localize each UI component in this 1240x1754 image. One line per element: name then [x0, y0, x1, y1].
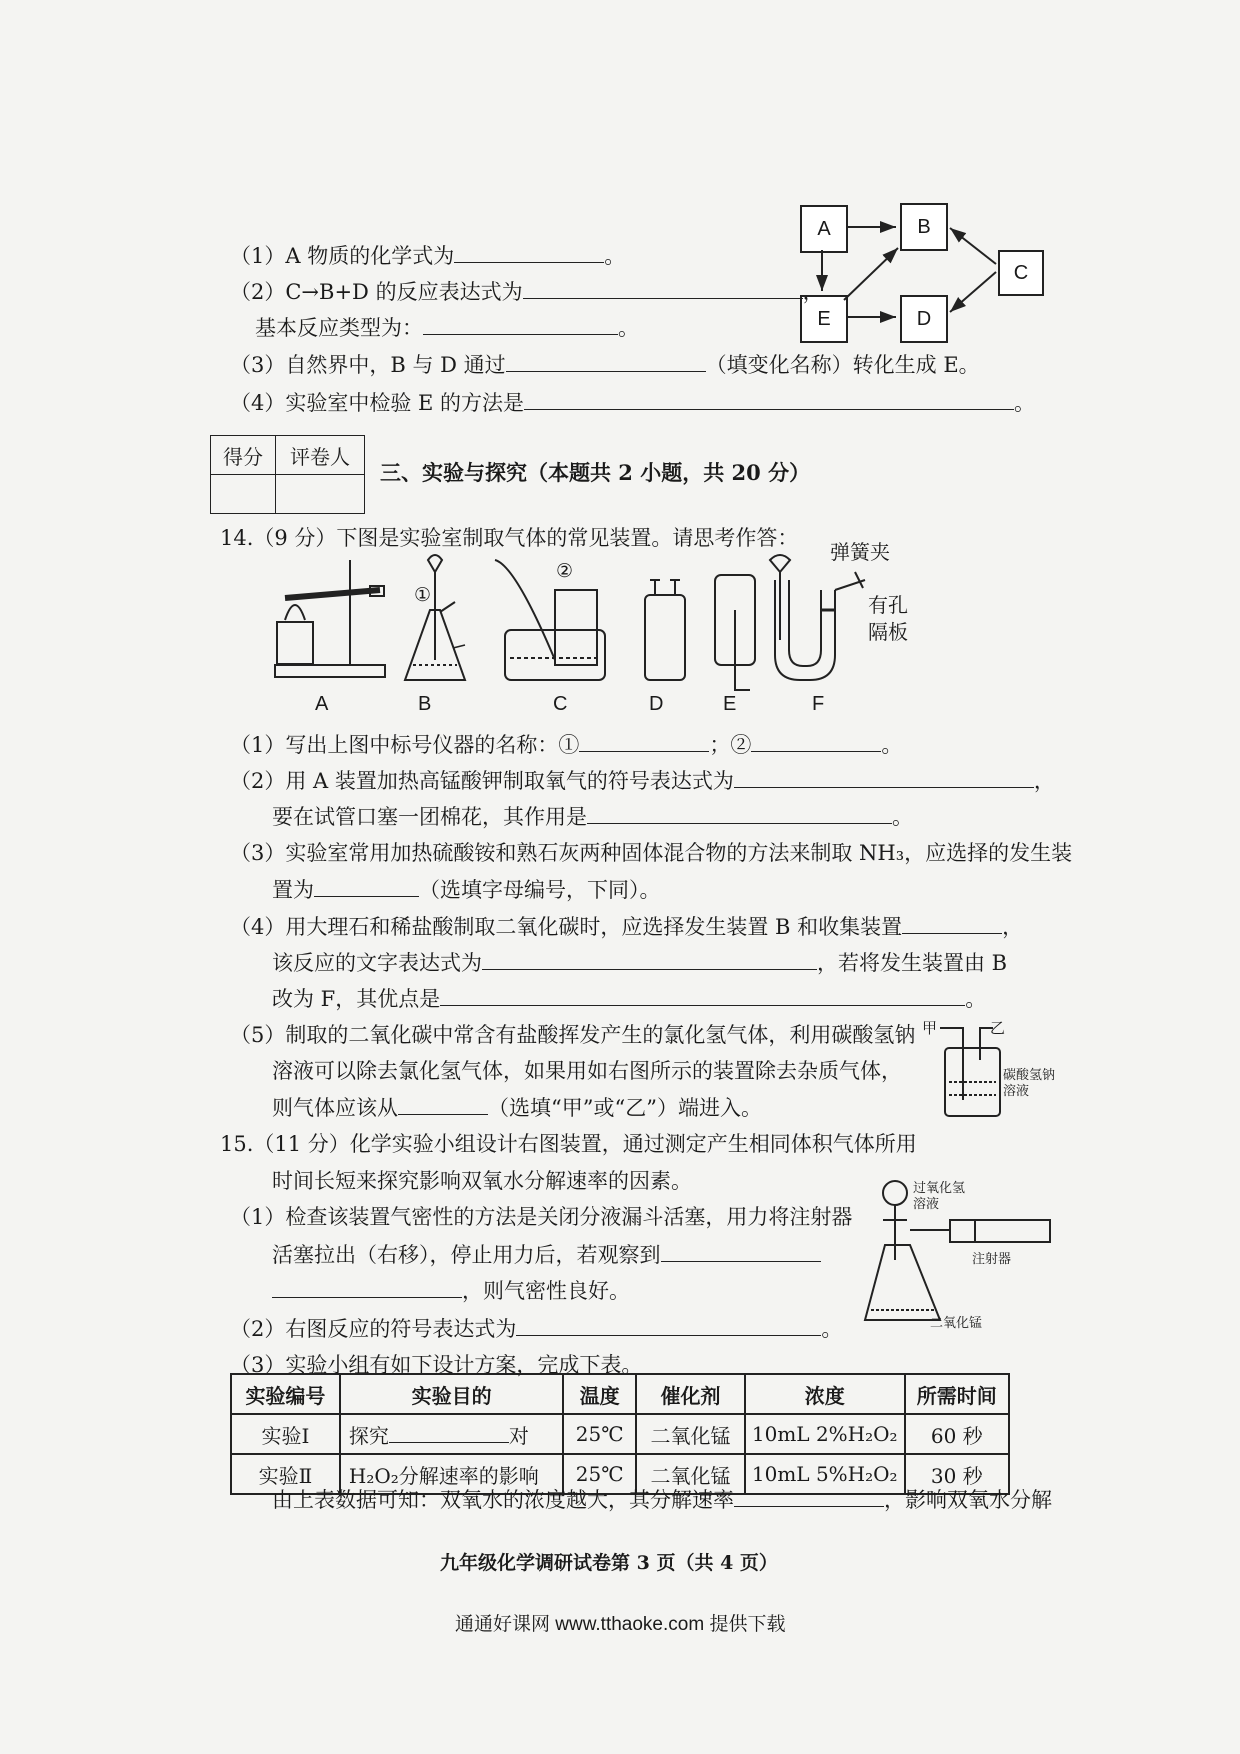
nahco3-label-2: 溶液: [1003, 1084, 1030, 1099]
q14-blank8[interactable]: [440, 983, 965, 1006]
spring-clip-label: 弹簧夹: [830, 540, 890, 564]
q14-blank3[interactable]: [734, 765, 1034, 788]
header-concentration: 浓度: [745, 1374, 905, 1414]
header-time: 所需时间: [905, 1374, 1010, 1414]
q14-part3: （3）实验室常用加热硫酸铵和熟石灰两种固体混合物的方法来制取 NH₃，应选择的发生装: [230, 841, 1073, 865]
apparatus-label-c: C: [553, 693, 568, 715]
q14-part2b: 要在试管口塞一团棉花，其作用是 。: [272, 801, 913, 832]
q14-part4c: 改为 F，其优点是 。: [272, 983, 986, 1014]
apparatus-label-f: F: [812, 693, 825, 715]
q14-part3b: 置为 （选填字母编号，下同）。: [272, 874, 661, 905]
section-3-title: 三、实验与探究（本题共 2 小题，共 20 分）: [380, 460, 811, 485]
table-row: 实验Ⅰ 探究 对 25℃ 二氧化锰 10mL 2%H₂O₂ 60 秒: [231, 1414, 1009, 1454]
q14-blank1[interactable]: [579, 729, 709, 752]
h2o2-label-1: 过氧化氢: [913, 1181, 966, 1196]
node-d: D: [900, 295, 948, 343]
q15-part2: （2）右图反应的符号表达式为 。: [230, 1313, 842, 1344]
watermark-text: 通通好课网 www.tthaoke.com 提供下载: [455, 1614, 786, 1635]
q14-part5: （5）制取的二氧化碳中常含有盐酸挥发产生的氯化氢气体，利用碳酸氢钠: [230, 1023, 916, 1047]
marker-2: ②: [556, 560, 574, 582]
q13-blank3[interactable]: [423, 312, 618, 335]
score-table: [210, 435, 365, 514]
q13-blank4[interactable]: [506, 349, 706, 372]
q13-part2b: 基本反应类型为： 。: [255, 312, 639, 343]
node-c: C: [998, 250, 1044, 296]
header-goal: 实验目的: [340, 1374, 563, 1414]
q14-part1: （1）写出上图中标号仪器的名称：① ；② 。: [230, 729, 902, 760]
plate-label-1: 有孔: [868, 593, 908, 617]
mno2-label: 二氧化锰: [930, 1316, 983, 1331]
inlet-jia: 甲: [922, 1019, 938, 1037]
nahco3-label-1: 碳酸氢钠: [1003, 1068, 1056, 1083]
q15-part1: （1）检查该装置气密性的方法是关闭分液漏斗活塞，用力将注射器: [230, 1205, 853, 1229]
q13-blank2[interactable]: [523, 276, 803, 299]
q15-blank2[interactable]: [272, 1275, 462, 1298]
relation-arrows: [780, 190, 1060, 360]
score-cell[interactable]: [211, 475, 276, 514]
node-b: B: [900, 203, 948, 251]
q13-blank5[interactable]: [524, 387, 1014, 410]
q14-part4: （4）用大理石和稀盐酸制取二氧化碳时，应选择发生装置 B 和收集装置 ，: [230, 911, 1023, 942]
experiment-table: [230, 1373, 1010, 1495]
header-temp: 温度: [563, 1374, 636, 1414]
q14-blank6[interactable]: [902, 911, 1002, 934]
header-id: 实验编号: [231, 1374, 340, 1414]
grader-cell[interactable]: [276, 475, 365, 514]
table-header-row: [231, 1374, 1009, 1414]
q13-blank1[interactable]: [454, 240, 604, 263]
node-a: A: [800, 205, 848, 253]
h2o2-label-2: 溶液: [913, 1197, 940, 1212]
q14-intro: 14.（9 分）下图是实验室制取气体的常见装置。请思考作答：: [220, 526, 799, 550]
q15-intro-b: 时间长短来探究影响双氧水分解速率的因素。: [272, 1169, 692, 1193]
table-row: 实验Ⅱ H₂O₂分解速率的影响 25℃ 二氧化锰 10mL 5%H₂O₂ 30 秒: [231, 1454, 1009, 1494]
apparatus-label-b: B: [418, 693, 432, 715]
q15-table-blank[interactable]: [389, 1424, 509, 1443]
goal-cell: 探究 对: [340, 1414, 563, 1454]
q15-part1b: 活塞拉出（右移），停止用力后，若观察到: [272, 1239, 821, 1270]
q13-part4: （4）实验室中检验 E 的方法是 。: [230, 387, 1035, 418]
q14-blank5[interactable]: [314, 874, 419, 897]
q15-blank1[interactable]: [661, 1239, 821, 1262]
apparatus-label-d: D: [649, 693, 664, 715]
q14-part4b: 该反应的文字表达式为 ，若将发生装置由 B: [272, 947, 1007, 978]
node-e: E: [800, 295, 848, 343]
q13-part3: （3）自然界中，B 与 D 通过 （填变化名称）转化生成 E。: [230, 349, 980, 380]
q14-part2: （2）用 A 装置加热高锰酸钾制取氧气的符号表达式为 ，: [230, 765, 1055, 796]
q14-part5c: 则气体应该从 （选填“甲”或“乙”）端进入。: [272, 1092, 762, 1123]
q15-blank3[interactable]: [516, 1313, 821, 1336]
score-header: 得分: [211, 436, 276, 475]
q15-part1c: ，则气密性良好。: [272, 1275, 630, 1306]
q13-part2: （2）C→B+D 的反应表达式为 ，: [230, 276, 824, 307]
q15-part3: （3）实验小组有如下设计方案，完成下表。: [230, 1353, 643, 1377]
q14-part5b: 溶液可以除去氯化氢气体，如果用如右图所示的装置除去杂质气体，: [272, 1059, 902, 1083]
grader-header: 评卷人: [276, 436, 365, 475]
outlet-yi: 乙: [990, 1019, 1006, 1037]
plate-label-2: 隔板: [868, 620, 908, 644]
q14-blank2[interactable]: [751, 729, 881, 752]
q14-blank4[interactable]: [587, 801, 892, 824]
page-footer: 九年级化学调研试卷第 3 页（共 4 页）: [440, 1552, 778, 1574]
q15-intro: 15.（11 分）化学实验小组设计右图装置，通过测定产生相同体积气体所用: [220, 1132, 917, 1156]
header-catalyst: 催化剂: [636, 1374, 745, 1414]
marker-1: ①: [414, 584, 432, 606]
apparatus-label-a: A: [315, 693, 329, 715]
q14-blank9[interactable]: [398, 1092, 488, 1115]
syringe-label: 注射器: [972, 1252, 1012, 1267]
q15-conclusion: 由上表数据可知：双氧水的浓度越大，其分解速率 ，影响双氧水分解: [272, 1484, 1052, 1515]
apparatus-drawing: [265, 550, 885, 700]
q13-part1: （1）A 物质的化学式为 。: [230, 240, 625, 271]
q14-blank7[interactable]: [482, 947, 817, 970]
q15-blank4[interactable]: [734, 1484, 884, 1507]
apparatus-label-e: E: [723, 693, 737, 715]
